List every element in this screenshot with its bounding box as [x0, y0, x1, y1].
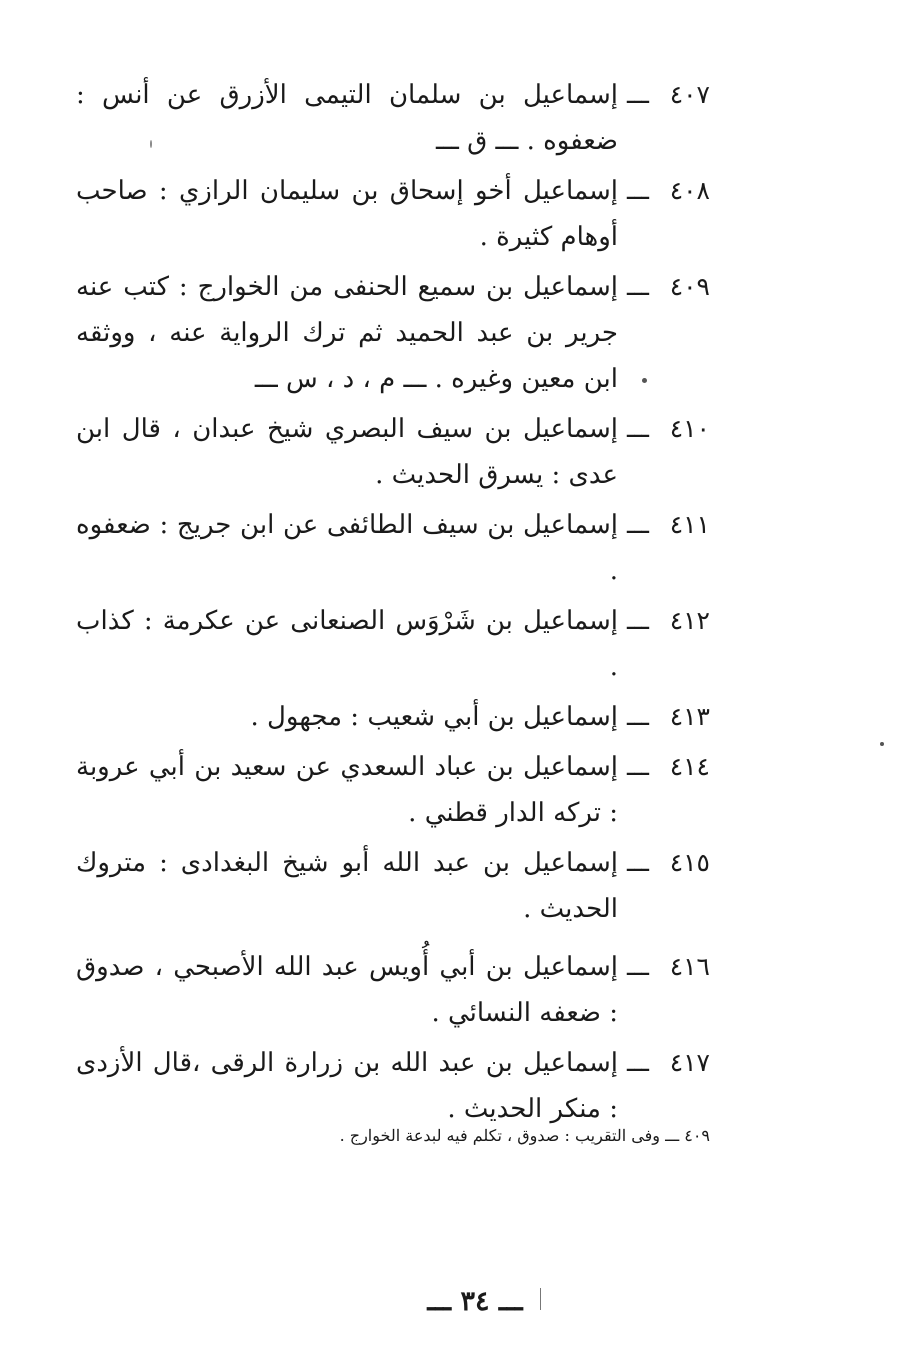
entry-dash: ـــ — [627, 702, 649, 731]
entry-number: ٤١٠ — [669, 414, 710, 443]
entry-dash: ـــ — [627, 510, 649, 539]
entry-number: ٤١٣ — [669, 702, 710, 731]
entry-dash: ـــ — [627, 752, 649, 781]
gutter-mark — [540, 1288, 541, 1310]
entry-409 — [70, 264, 710, 402]
entry-412 — [70, 598, 710, 690]
entry-list — [70, 72, 710, 1136]
entry-number: ٤٠٧ — [669, 80, 710, 109]
entry-407 — [70, 72, 710, 164]
scan-speck — [642, 378, 647, 383]
entry-text: إسماعيل بن عبد الله بن زرارة الرقى ،قال الأزدى : منكر الحديث . — [76, 1048, 618, 1124]
entry-dash: ـــ — [627, 952, 649, 981]
entry-number: ٤٠٩ — [669, 272, 710, 301]
entry-text: إسماعيل بن عبد الله أبو شيخ البغدادى : متروك الحديث . — [76, 848, 618, 924]
entry-text: إسماعيل بن أبي أُويس عبد الله الأصبحي ، صدوق : ضعفه النسائي . — [76, 952, 618, 1028]
entry-text: إسماعيل بن أبي شعيب : مجهول . — [250, 702, 618, 732]
entry-text: إسماعيل بن عباد السعدي عن سعيد بن أبي عروبة : تركه الدار قطني . — [76, 752, 618, 828]
entry-413 — [70, 694, 710, 740]
entry-411 — [70, 502, 710, 594]
entry-number: ٤١٢ — [669, 606, 710, 635]
entry-408 — [70, 168, 710, 260]
footnote: ٤٠٩ ـــ وفى التقريب : صدوق ، تكلم فيه لبدعة الخوارج . — [339, 1126, 710, 1145]
entry-text: إسماعيل بن سميع الحنفى من الخوارج : كتب عنه جرير بن عبد الحميد ثم ترك الرواية عنه ، ووثقه ابن معين وغيره . ـــ م ، د ، س ـــ — [76, 272, 618, 394]
scan-speck — [150, 140, 152, 148]
entry-text: إسماعيل بن سلمان التيمى الأزرق عن أنس : ضعفوه . ـــ ق ـــ — [76, 80, 618, 156]
entry-number: ٤١١ — [669, 510, 710, 539]
entry-416 — [70, 944, 710, 1036]
entry-dash: ـــ — [627, 176, 649, 205]
entry-dash: ـــ — [627, 414, 649, 443]
entry-text: إسماعيل بن سيف الطائفى عن ابن جريج : ضعفوه . — [76, 510, 618, 586]
entry-text: إسماعيل أخو إسحاق بن سليمان الرازي : صاحب أوهام كثيرة . — [76, 176, 618, 252]
page-number: ـــ ٣٤ ـــ — [427, 1286, 523, 1317]
entry-number: ٤١٦ — [669, 952, 710, 981]
entry-number: ٤١٥ — [669, 848, 710, 877]
entry-410 — [70, 406, 710, 498]
scan-speck — [880, 742, 884, 746]
entry-dash: ـــ — [627, 272, 649, 301]
entry-dash: ـــ — [627, 80, 649, 109]
entry-dash: ـــ — [627, 606, 649, 635]
entry-text: إسماعيل بن سيف البصري شيخ عبدان ، قال ابن عدى : يسرق الحديث . — [76, 414, 618, 490]
entry-415 — [70, 840, 710, 932]
entry-414 — [70, 744, 710, 836]
entry-number: ٤١٧ — [669, 1048, 710, 1077]
entry-number: ٤١٤ — [669, 752, 710, 781]
entry-417 — [70, 1040, 710, 1132]
entry-dash: ـــ — [627, 848, 649, 877]
entry-number: ٤٠٨ — [669, 176, 710, 205]
entry-dash: ـــ — [627, 1048, 649, 1077]
entry-text: إسماعيل بن شَرْوَس الصنعانى عن عكرمة : كذاب . — [76, 606, 618, 682]
